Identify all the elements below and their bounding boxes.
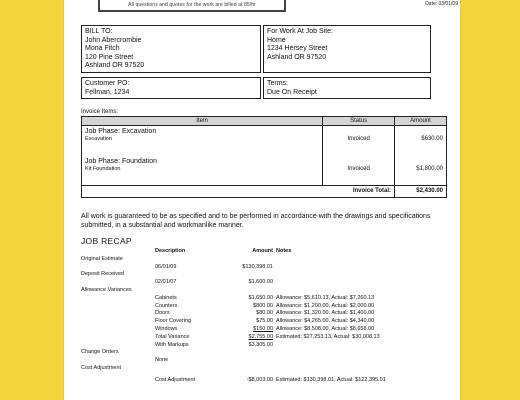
job-recap-title: JOB RECAP [81, 236, 132, 246]
terms-box [263, 77, 431, 99]
item-name: Job Phase: Foundation [85, 158, 157, 165]
recap-row [81, 342, 451, 350]
cost-adjustment-description: Cost Adjustment [155, 376, 196, 383]
item-status: Invoiced [323, 157, 395, 177]
bill-to-line: John Abercrombie [85, 36, 142, 44]
recap-row [81, 279, 451, 287]
allowance-amount: $2,755.00 [248, 333, 273, 340]
allowance-description: Doors [155, 310, 170, 317]
job-site-line: 1234 Hersey Street [267, 45, 328, 52]
item-status: Invoiced [323, 126, 395, 158]
allowance-notes: Allowance: $5,610.13, Actual: $7,260.13 [276, 294, 375, 301]
allowance-amount: $3,305.00 [248, 341, 273, 348]
invoice-total-row [82, 186, 447, 198]
allowance-description: Cabinets [155, 294, 177, 301]
recap-row [81, 310, 451, 318]
cost-adjustment-amount: -$8,003.00 [246, 376, 273, 383]
recap-amount: $130,398.01 [242, 263, 273, 270]
invoice-total-label: Invoice Total: [82, 186, 395, 198]
recap-header-row [81, 248, 451, 256]
customer-po-box [81, 77, 261, 99]
job-site-line: Home [267, 36, 286, 44]
item-amount: $630.00 [395, 126, 447, 158]
invoice-items-caption: Invoice Items: [81, 109, 119, 115]
recap-section-label: Deposit Received [81, 271, 125, 278]
bill-to-label: BILL TO: [85, 28, 113, 35]
recap-section-label: Original Estimate [81, 255, 123, 262]
recap-col-description: Description [155, 248, 186, 254]
terms-label: Terms: [267, 80, 288, 87]
recap-col-amount: Amount [252, 248, 273, 254]
recap-row [81, 377, 451, 385]
allowance-amount: $80.00 [256, 310, 273, 317]
allowance-description: Floor Covering [155, 318, 192, 325]
allowance-notes: Allowance: $1,320.00, Actual: $1,400.00 [276, 310, 375, 317]
recap-row [81, 365, 451, 373]
header-date: Date: 03/01/09 [425, 1, 458, 7]
item-description: Kit Foundation [85, 166, 121, 172]
table-row [82, 157, 447, 177]
header-banner: All questions and quotes for the work are billed at 85/hr [98, 0, 286, 12]
customer-po-label: Customer PO: [85, 80, 130, 87]
recap-row [81, 256, 451, 264]
recap-row [81, 357, 451, 365]
allowance-notes: Allowance: $4,265.00, Actual: $4,340.00 [276, 318, 375, 325]
recap-row [81, 334, 451, 342]
change-orders-value: None [155, 357, 169, 364]
recap-row [81, 318, 451, 326]
recap-section-label: Cost Adjustment [81, 364, 122, 371]
allowance-notes: Allowance: $1,200.00, Actual: $2,000.00 [276, 302, 375, 309]
recap-row [81, 295, 451, 303]
item-name: Job Phase: Excavation [85, 128, 157, 135]
recap-row [81, 303, 451, 311]
allowance-amount: $1,650.00 [248, 294, 273, 301]
allowance-description: Total Variance [155, 333, 190, 340]
recap-date: 06/01/09 [155, 263, 177, 270]
item-amount: $1,800.00 [395, 157, 447, 177]
allowance-notes [273, 342, 276, 350]
bill-to-line: 120 Pine Street [85, 53, 134, 61]
column-header-amount: Amount [395, 117, 447, 126]
bill-to-line: Ashland OR 97520 [85, 62, 145, 69]
job-site-line: Ashland OR 97520 [267, 53, 327, 61]
job-recap-table [81, 248, 451, 385]
recap-row [81, 264, 451, 272]
allowance-description: Windows [155, 325, 178, 332]
allowance-amount: $150.00 [253, 325, 273, 332]
allowance-amount: $800.00 [253, 302, 273, 309]
recap-col-notes: Notes [276, 248, 292, 254]
invoice-document [64, 0, 460, 400]
recap-row [81, 271, 451, 279]
terms-value: Due On Receipt [267, 88, 317, 96]
recap-date: 02/01/07 [155, 279, 177, 286]
customer-po-value: Fellman, 1234 [85, 88, 130, 96]
cost-adjustment-notes: Estimated: $130,398.01, Actual: $122,395.01 [276, 376, 386, 383]
allowance-description: With Markups [155, 341, 189, 348]
item-description: Excavation [85, 136, 112, 142]
recap-section-label: Allowance Variances [81, 286, 132, 293]
column-header-status: Status [323, 117, 395, 126]
recap-row [81, 326, 451, 334]
column-header-item: Item [82, 117, 323, 126]
recap-row [81, 349, 451, 357]
allowance-description: Counters [155, 302, 178, 309]
allowance-notes: Estimated: $27,253.13, Actual: $30,008.13 [276, 333, 380, 340]
job-site-box [263, 25, 431, 73]
table-row [82, 177, 447, 186]
recap-row [81, 287, 451, 295]
allowance-notes: Allowance: $8,508.00, Actual: $8,658.00 [276, 325, 375, 332]
bill-to-line: Mona Fitch [85, 45, 120, 52]
job-site-label: For Work At Job Site: [267, 28, 334, 35]
table-row [82, 126, 447, 158]
recap-section-label: Change Orders [81, 349, 119, 356]
invoice-total-value: $2,430.00 [395, 186, 447, 198]
guarantee-statement: All work is guaranteed to be as specified and to be performed in accordance with the drawings and specifications submitted, in a substantial and workmanlike manner. [81, 213, 431, 229]
bill-to-box [81, 25, 261, 73]
recap-amount: $1,600.00 [248, 279, 273, 286]
invoice-items-table [81, 116, 447, 198]
allowance-amount: $75.00 [256, 318, 273, 325]
